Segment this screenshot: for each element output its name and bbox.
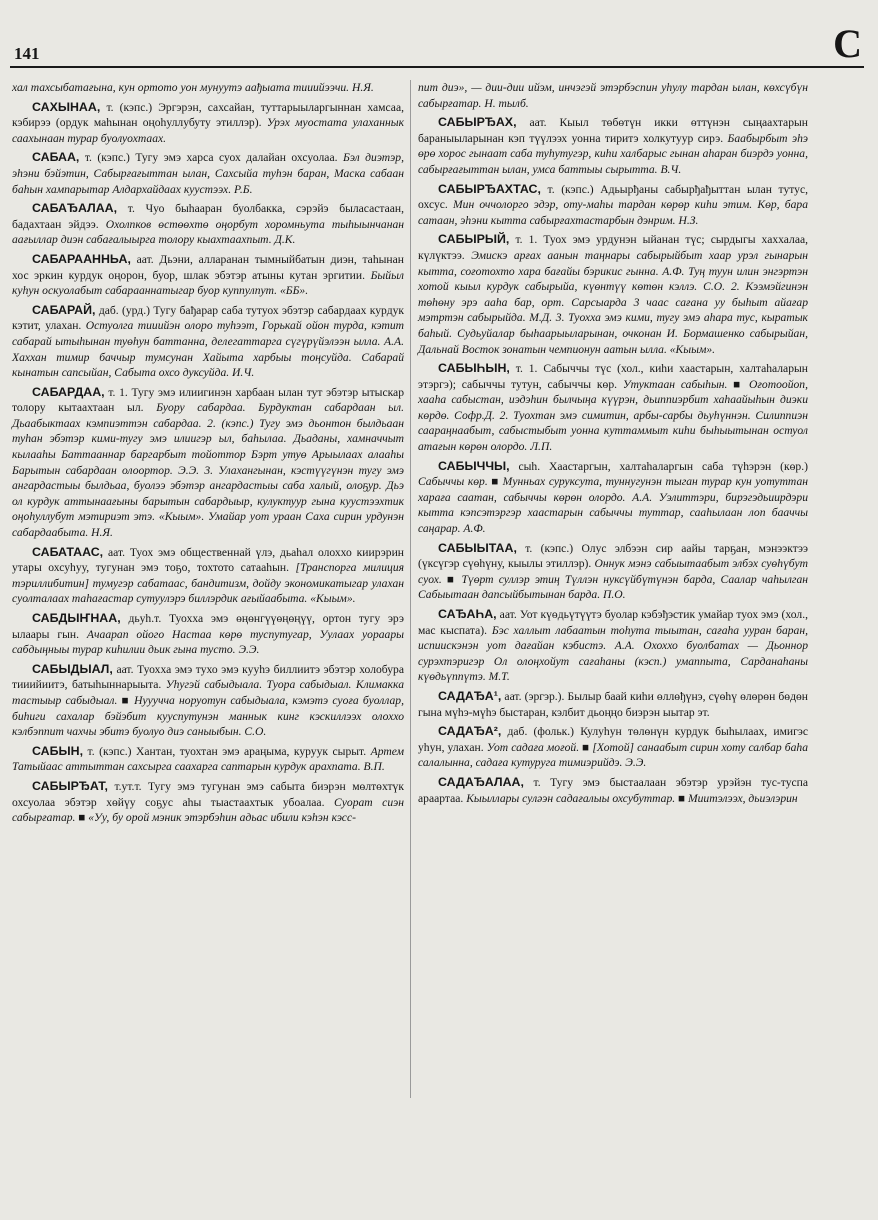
right-column [418,80,808,810]
entry-grammar: аат. [529,116,547,130]
entry-grammar: т. (кэпс.) [87,744,132,758]
dictionary-entry [418,459,808,537]
entry-example: Быйыл куһун оскуолабыт сабарааннатыгар буор куппулпут. «ББ». [12,268,404,298]
entry-headword: САЂАҺА, [438,607,497,621]
entry-grammar: аат. [107,545,126,559]
entry-example: Уот садаға моғой. ■ [Хотой] санаабыт сирин хоту салбар баһа салалынна, садаға кутуруга тимиэрийдэ. Э.Э. [418,740,808,770]
entry-definition: Туохха эмэ өңөнгүүөңөңүү, ортон тугу эрэ ылаары гын. [12,612,404,641]
entry-definition: Туохха эмэ тухо эмэ кууһэ биллиитэ эбэтэр холобура тииийиитэ, батыһыннарыыта. [12,662,404,692]
entry-headword: САБЫРЂАХТАС, [438,181,541,196]
page-number: 141 [14,44,40,63]
entry-example: Кыыллары суләэн садағалыы охсубуттар. ■ Миитэлээх, дьиэлэрин [466,791,798,805]
entry-grammar: аат. [116,662,134,676]
entry-example: Суорат сиэн сабырғатар. ■ «Уу, бу орой мэник этэрбэһин адьас ибили кэһэн кэсс- [12,795,404,825]
entry-definition: Туох эмэ общественнай үлэ, дьаһал олоххо киирэрин утары охсуһуу, тугунан эмэ тоҕо, тохтото сатааһын. [12,545,404,575]
column-divider [410,80,411,1098]
left-column [12,80,404,830]
dictionary-entry [12,385,404,541]
dictionary-entry [418,607,808,685]
entry-grammar: т. (кэпс.) [84,151,130,165]
entry-headword: САДАЂА², [438,724,502,739]
entry-grammar: т. [533,775,541,789]
entry-headword: САБАА, [32,150,80,165]
entry-definition: Адьырђаны сабырђађыттан ылан тутус, охсус. [418,182,808,212]
entry-headword: САХЫНАА, [32,99,101,114]
entry-example: пит диэ», — дии-дии ийэм, инчэгэй этэрбэспин уһулу тардан ылан, көхсүбүн сабырғатар. Н. тылб. [418,81,808,110]
dictionary-entry [12,150,404,197]
entry-grammar: аат. (эргэр.). [504,689,565,703]
entry-example: Ачаарап ойого Настаа көрө туспутугар, Уулаах уораары сабдыңныы турар киһилии дьик гына тусто. Э.Э. [12,627,404,657]
entry-grammar: сыһ. [518,459,541,473]
entry-definition: Олус элбээн сир аайы тарҕан, мэнээктээ (үксүгэр сүөһүну, кыылы этиллэр). [418,541,809,571]
dictionary-entry [12,662,404,740]
entry-grammar: т. 1. [515,233,538,247]
entry-example: хал тахсыбатағына, кун ортото уон мунуутэ аађыата тииийээчи. Н.Я. [12,81,374,94]
dictionary-entry [12,100,404,147]
dictionary-entry [12,303,404,381]
dictionary-entry [12,545,404,607]
entry-headword: САБЫҺЫН, [438,361,510,376]
dictionary-entry [418,724,808,771]
entry-definition: Тугу бађарар саба тутуох эбэтэр сабардаах курдук кэтит, улахан. [12,303,405,333]
entry-example: Буору сабардаа. Бурдуктан сабардаан ыл. Дьаабыктаах кэмпиэттэн сабардаа. 2. (кэпс.) Тугу эмэ дьонтон былдьаан туһан эбэтэр кими-тугу эмэ илиигэр ыл, баһылаа. Дьаданы, хамначчыт кылааһы Баттааннар баргарбыт тойоттор Бэрт утуө Арыылаах алааһы Барытын сабардаан олоортор. Э.Э. 3. Улахангынан, кэстүүгүнэн тугу эмэ ангардастыы былдьаа, буолээ эбэтэр ангардастыы саба халый, олоҕур. Дьэ ол курдук аттынаағыны барытын сабардыыр, кулуктуур гына куустээхтик оңоһуллубут мэтириэт этэ. «Кыым». Умайар уот ураан Саха сирин урдунэн сабардаабыта. Н.Я. [12,401,404,540]
dictionary-entry [12,779,404,826]
entry-definition: Уот күөдьүтүүтэ буолар кэбэђэстик умайар туох эмэ (хол., мас кыспата). [418,608,808,637]
dictionary-entry [418,689,808,720]
entry-definition: Тугу эмэ быстаалаан эбэтэр урэйэн тус-туспа араартаа. [418,775,808,805]
entry-grammar: т. (кэпс.) [106,100,153,114]
entry-definition: Чуо быһааран буолбакка, сэрэйэ быласастаан, бадахтаан эйдээ. [12,202,404,231]
entry-definition: Тугу эмэ тугунан эмэ сабыта биэрэн мөлтөхтүк охсуолаа эбэтэр хөйүу соҕус аһы тыастаахтык убоалаа. [12,779,404,809]
entry-headword: САБЫРЂАХ, [438,115,517,130]
entry-example: Утуктаан сабыһын. ■ Оғотоойоп, хааһа сабыстан, иэдэһин былчыңа күүрэн, дьиппиэрбит хаһаайыһын диэки көрдө. Софр.Д. 2. Туохтан эмэ симитин, арбы-сарбы дьуһүннэн. Силиппиэн саараңнаабыт, сабыстыбыт уонна куттаммыт киһи быһыытынан остуол атағын көрөн олордо. Л.П. [418,377,808,454]
dictionary-entry [418,80,808,111]
dictionary-entry [418,541,808,603]
entry-grammar: аат. [136,252,154,266]
entry-example: Оннук мэнэ сабыытаабыт элбэх суөһүбут суох. ■ Түөрт суллэр этиң Түллэн нуксүйбүтүнэн барда, Саалар чаһылган Сабыытаан дапсыйбытынан барда. П.О. [418,557,808,602]
entry-headword: САБАТААС, [32,544,104,559]
dictionary-entry [418,115,808,177]
entry-definition: Хантан, туохтан эмэ араңыма, куруук сырыт. [136,744,367,758]
entry-grammar: т. 1. [515,362,538,376]
entry-definition: Хаастаргын, халтаһаларгын саба түһэрэн (көр.) [549,459,808,473]
entry-definition: Эргэрэн, сахсайан, туттарыыларгыннан хамсаа, кэбирээ (ордук маһынан оңоһуллубуту этиллэр). [12,100,404,130]
entry-example: Эмискэ арғах аанын таңнары сабырыйбыт хаар урэл гынарын кытта, соғотохто хара бағайы бэрикис гынна. А.Ф. Туң туун илин энгэртэн хотой кыыл курдук сабырыйа, күөнтүү көтөн кэллэ. С.О. 2. Кээмэйгинэн төһөну эрэ ааһа бар, орт. Сарсыарда 3 чаас сағана уу быһыт айағар мэтртэн сабырыйда. М.Д. 3. Туохха эмэ кими, тугу эмэ аһара тус, кыратык баһый. Судьуйалар быһаарыыларынан, очконан И. Бормашенко сабырыйан, Дальнай Восток зонатын чемпионун аатын ылла. «Кыым». [418,248,808,356]
entry-definition: Дьэни, алларанан тымныйбатын диэн, таһынан хос эркин курдук оңорон, буор, шлак эбэтэр атыны кутан эргитии. [12,252,404,282]
header-rule [10,66,864,68]
entry-definition: Тугу эмэ илиигинэн харбаан ылан тут эбэтэр ытыскар толору кытаахтаан ыл. [12,385,404,415]
dictionary-entry [12,744,404,775]
entry-definition: Туох эмэ урдунэн ыйанан түс; сырдыгы хаххалаа, күлүктээ. [418,233,809,262]
dictionary-entry [418,232,808,357]
entry-grammar: аат. [499,608,517,621]
entry-grammar: дьуһ.т. [128,612,162,625]
entry-example: Бэл диэтэр, эһэни бэйэтин, Сабырғағыттан ылан, Сахсыйа туһэн баран, Маска сабаан баһын хампарытар Алдархайдаах куустээх. Р.Б. [12,151,404,196]
entry-grammar: т. [127,202,135,216]
entry-example: Остуолга тииийэн олоро туһээт, Горькай ойон турда, кэтит сабарай ытыһынан туөһун баттанна, делегаттарга сүгүрүйэлээн ылла. А.А. Хаххан тимир баччыр тумсунан Хайыта харбыы тоңсуйда. Сабарай кынатын сапсыйан, Сабыта охсо дуксуйда. И.Ч. [12,319,404,380]
entry-grammar: т. (кэпс.) [547,182,594,196]
entry-headword: САДАЂАЛАА, [438,774,524,789]
entry-example: Баабырбыт эһэ өрө хорос гынаат саба туһутугэр, киһи халбарыс гынан аһаран биэрдэ уонна, сабырғағыттан ылан, умса баттыы сырытта. В.Ч. [418,131,808,176]
entry-headword: САБЫРЫЙ, [438,232,510,247]
dictionary-entry [12,80,404,96]
dictionary-entry [418,361,808,455]
entry-example: Сабыччы көр. ■ Мунньах суруксута, туннугунэн тыган турар кун уотуттан харағa саатан, сабыччы көрөн олордо. А.А. Уэлиттэри, бирэгэдьиирдэри кытта кэпсэтэргэр хаастарын сабыччы туттар, сааһылаан лоп бааччы саңарар. А.Ф. [418,475,808,536]
entry-grammar: т. (кэпс.) [525,541,574,555]
dictionary-entry [12,201,404,248]
entry-grammar: даб. (урд.) [98,303,150,317]
entry-headword: САДАЂА¹, [438,688,502,703]
entry-headword: САБЫЧЧЫ, [438,458,510,473]
entry-definition: Кулуһун төлөнүн курдук быһылаах, имигэс уһун, улахан. [418,725,809,754]
entry-example: Артем Татыйаас аттыттан сахсырга саахарга саптарын курдук арахпата. В.П. [12,744,404,774]
dictionary-entry [12,611,404,658]
entry-example: Урэх муостата улаханнык саахынаан турар буолуохтаах. [12,116,404,145]
entry-headword: САБДЫҤНАА, [32,611,121,625]
entry-grammar: т. 1. [108,385,128,399]
entry-definition: Сабыччы түс (хол., киһи хаастарын, халтаһаларын этэргэ); сабыччы тутун, сабыччы көр. [418,362,808,391]
entry-example: Уһугэй сабыдыала. Туора сабыдыал. Климакка тастыыр сабыдыал. ■ Нууучча норуотун сабыдыала, кэмэтэ суоға буоллар, биһиги сахалар бэйэбит кууспутунэн маннык кинг кэскиллээх олоххо кэлбэппит чахчы эбитэ буолуо диэ саныыбын. С.О. [12,678,404,739]
entry-headword: САБЫДЫАЛ, [32,661,113,676]
entry-headword: САБЫРЂАТ, [32,778,108,793]
entry-example: [Транспорга милиция тэриллибитин] тумугэр сабатаас, бандитизм, дойду экономикатыгар улахан суолталаах таһағастар сутуулэрэ биллэрдик ағыйаабыта. «Кыым». [12,561,405,606]
entry-headword: САБЫЫТАА, [438,540,517,555]
entry-headword: САБАРАЙ, [32,302,96,317]
entry-headword: САБАЂАЛАА, [32,201,118,216]
dictionary-entry [12,252,404,299]
entry-example: Бэс халлыт лабаатын тоһута тыытан, сағаһа ууран баран, испиискэнэн уот дағайан кэбистэ. А.А. Охоххо буолбатах — Дьоннор сурэхтэригэр Ол олоңхойут сағаһаны (кэсп.) умаппыта, Сарданаһаны күөдьүппүтэ. М.Т. [418,623,808,684]
dictionary-entry [418,182,808,229]
entry-grammar: даб. (фольк.) [507,725,575,739]
entry-example: Мин оччолорго эдэр, оту-маһы тардан көрөр киһи этим. Көр, бара сатаан, эһэни кытта сабырғахтастарбын дэнрим. Н.З. [418,198,808,227]
entry-example: Охолпков өстөөхтө оңорбут хоромньута тыһыынчанан аағыллар диэн сабағалыырга толору кыахтаахпыт. Д.К. [12,217,404,247]
entry-definition: Тугу эмэ харса суох далайан охсуолаа. [135,151,338,165]
section-letter: С [833,21,862,66]
entry-headword: САБАРДАА, [32,384,105,399]
entry-grammar: т.ут.т. [114,779,142,793]
entry-headword: САБАРААННЬА, [32,251,131,266]
entry-headword: САБЫН, [32,743,84,758]
entry-definition: Былыр баай киһи өллөђүнэ, сүөһү өлөрөн бөдөн гына мүһэ-мүһэ быстаран, кэлбит дьоңңо биэрэн ыытар эт. [418,689,808,719]
entry-definition: Кыыл төбөтүн икки өттүнэн сыңаахтарын бараныыларынан кэп түүлээх уонна тиритэ холкутуур сирэ. [418,116,808,145]
dictionary-entry [418,775,808,806]
